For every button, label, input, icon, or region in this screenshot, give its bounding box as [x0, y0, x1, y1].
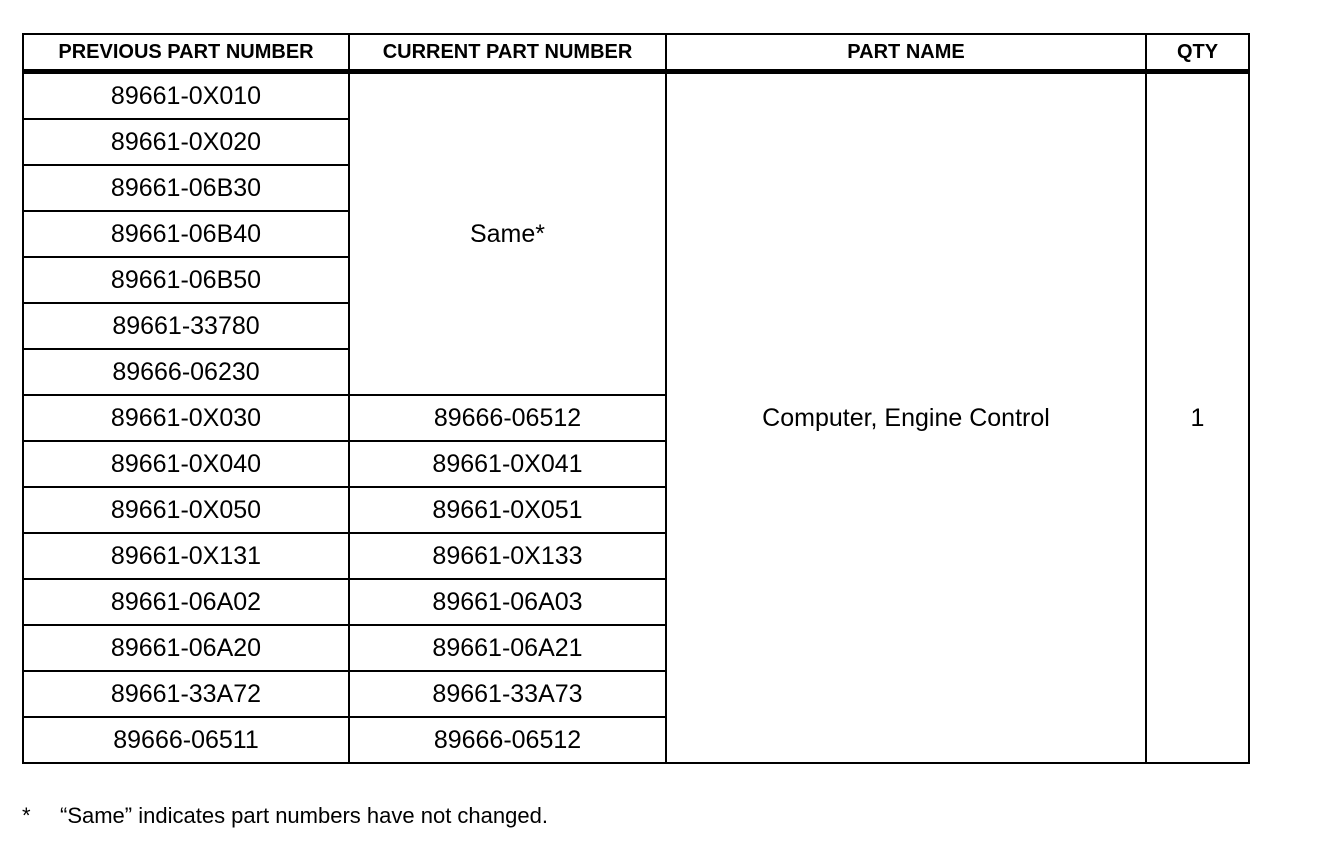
- previous-part-number-cell: 89661-0X040: [23, 441, 349, 487]
- current-part-number-same-cell: Same*: [349, 72, 666, 396]
- previous-part-number-cell: 89661-0X030: [23, 395, 349, 441]
- footnote-text: “Same” indicates part numbers have not changed.: [60, 803, 548, 828]
- previous-part-number-cell: 89661-06A20: [23, 625, 349, 671]
- header-previous-part-number: PREVIOUS PART NUMBER: [23, 34, 349, 72]
- table-row: [23, 72, 1249, 120]
- current-part-number-cell: 89666-06512: [349, 717, 666, 763]
- previous-part-number-cell: 89661-0X131: [23, 533, 349, 579]
- previous-part-number-cell: 89661-0X010: [23, 72, 349, 120]
- previous-part-number-cell: 89661-33A72: [23, 671, 349, 717]
- current-part-number-cell: 89661-0X041: [349, 441, 666, 487]
- previous-part-number-cell: 89661-06B30: [23, 165, 349, 211]
- previous-part-number-cell: 89666-06511: [23, 717, 349, 763]
- previous-part-number-cell: 89661-06B40: [23, 211, 349, 257]
- previous-part-number-cell: 89661-0X020: [23, 119, 349, 165]
- part-name-cell: Computer, Engine Control: [666, 72, 1146, 764]
- current-part-number-cell: 89661-0X051: [349, 487, 666, 533]
- previous-part-number-cell: 89661-06A02: [23, 579, 349, 625]
- header-part-name: PART NAME: [666, 34, 1146, 72]
- current-part-number-cell: 89661-0X133: [349, 533, 666, 579]
- header-current-part-number: CURRENT PART NUMBER: [349, 34, 666, 72]
- qty-cell: 1: [1146, 72, 1249, 764]
- current-part-number-cell: 89666-06512: [349, 395, 666, 441]
- current-part-number-cell: 89661-06A03: [349, 579, 666, 625]
- previous-part-number-cell: 89661-0X050: [23, 487, 349, 533]
- header-qty: QTY: [1146, 34, 1249, 72]
- footnote-marker: *: [22, 803, 31, 828]
- previous-part-number-cell: 89666-06230: [23, 349, 349, 395]
- current-part-number-cell: 89661-06A21: [349, 625, 666, 671]
- previous-part-number-cell: 89661-33780: [23, 303, 349, 349]
- previous-part-number-cell: 89661-06B50: [23, 257, 349, 303]
- current-part-number-cell: 89661-33A73: [349, 671, 666, 717]
- footnote: [22, 803, 548, 829]
- parts-table: [22, 33, 1250, 764]
- header-row: [23, 34, 1249, 72]
